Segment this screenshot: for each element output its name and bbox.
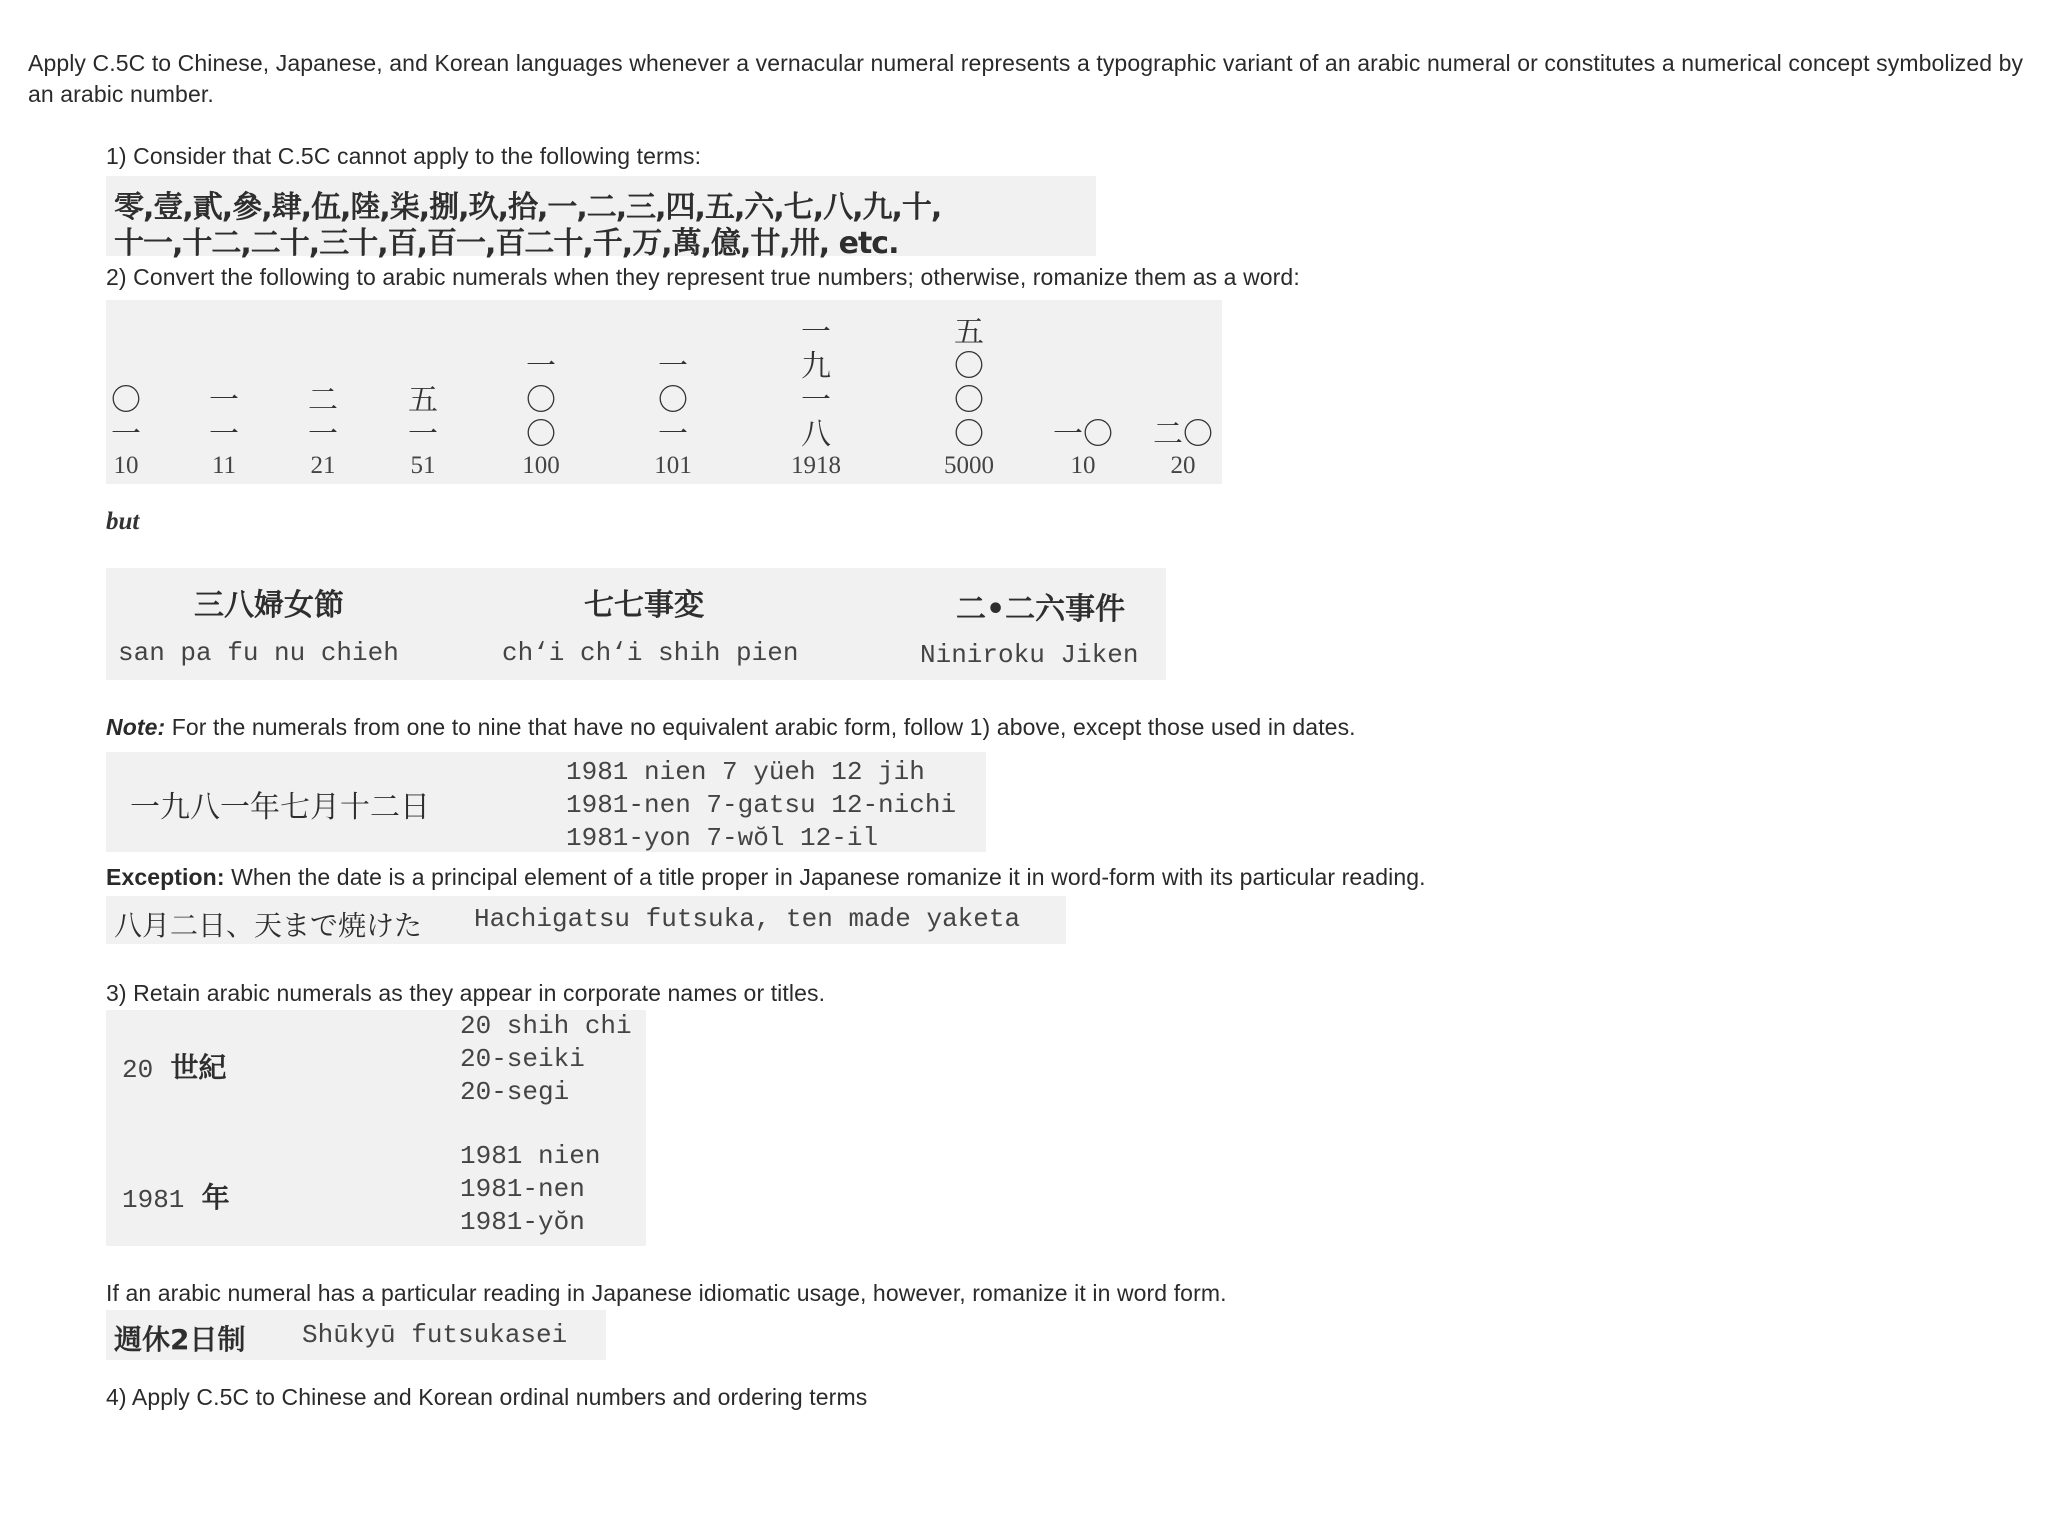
rule-1-heading: 1) Consider that C.5C cannot apply to the following terms: xyxy=(106,143,702,169)
numeral-col-5000 xyxy=(924,316,1014,480)
idiom-paragraph: If an arabic numeral has a particular reading in Japanese idiomatic usage, however, romanize it in word form. xyxy=(106,1280,1227,1306)
note-date-cjk: 一九八一年七月十二日 xyxy=(130,790,430,825)
but-example-1-roman: san pa fu nu chieh xyxy=(118,638,399,668)
romanization-korean: 1981-yŏn xyxy=(460,1207,585,1237)
rule-3-examples-box xyxy=(106,1010,646,1246)
example-2-number: 1981 xyxy=(122,1185,185,1215)
numeral-col-10-horizontal xyxy=(1048,418,1118,480)
romanization-japanese: 20-seiki xyxy=(460,1044,585,1074)
numeral-value: 10 xyxy=(113,452,139,479)
but-example-3-cjk: 二•二六事件 xyxy=(956,592,1126,627)
but-examples-box xyxy=(106,568,1166,680)
numeral-value: 1918 xyxy=(791,452,841,479)
rule-3-example-1 xyxy=(122,1046,226,1086)
numeral-char: 一 xyxy=(658,349,688,384)
idiom-roman: Shūkyū futsukasei xyxy=(302,1320,568,1350)
exception-box xyxy=(106,896,1066,944)
numeral-char: 二 xyxy=(308,383,338,418)
numeral-char: 一 xyxy=(408,417,438,452)
numeral-col-11 xyxy=(204,384,244,480)
example-2-cjk: 年 xyxy=(201,1181,230,1214)
numeral-char: 一 xyxy=(111,417,141,452)
numeral-col-100 xyxy=(511,350,571,480)
numeral-char: 〇 xyxy=(526,417,556,452)
but-example-2-roman: ch‘i ch‘i shih pien xyxy=(502,638,799,668)
numeral-char: 一 xyxy=(209,417,239,452)
numeral-char: 一 xyxy=(209,383,239,418)
numeral-char: 〇 xyxy=(111,383,141,418)
numeral-col-101 xyxy=(643,350,703,480)
idiom-cjk: 週休2日制 xyxy=(114,1323,246,1356)
rule-3-heading: 3) Retain arabic numerals as they appear in corporate names or titles. xyxy=(106,980,826,1006)
numeral-col-10 xyxy=(106,384,146,480)
note-text: For the numerals from one to nine that have no equivalent arabic form, follow 1) above, except those used in dates. xyxy=(165,714,1356,740)
but-example-2-cjk: 七七事変 xyxy=(584,588,704,623)
rule-3-example-2-romanizations xyxy=(460,1140,600,1239)
exception-roman: Hachigatsu futsuka, ten made yaketa xyxy=(474,904,1021,934)
numeral-value: 21 xyxy=(310,452,336,479)
numeral-char: 一 xyxy=(658,417,688,452)
exception-paragraph xyxy=(106,864,1426,891)
numeral-value: 100 xyxy=(522,452,560,479)
example-1-number: 20 xyxy=(122,1055,154,1085)
rule-1-terms-box xyxy=(106,176,1096,261)
rule-4-heading: 4) Apply C.5C to Chinese and Korean ordinal numbers and ordering terms xyxy=(106,1384,868,1410)
numeral-char: 五 xyxy=(954,315,984,350)
numeral-char: 〇 xyxy=(954,417,984,452)
rule-4-heading-cut xyxy=(106,1384,1106,1410)
romanization-chinese: 20 shih chi xyxy=(460,1011,632,1041)
rule-3-example-1-romanizations xyxy=(460,1010,632,1109)
numeral-value: 10 xyxy=(1070,452,1096,479)
intro-paragraph: Apply C.5C to Chinese, Japanese, and Korean languages whenever a vernacular numeral represents a typographic variant of an arabic numeral or constitutes a numerical concept symbolized by an arabic number. xyxy=(28,50,2024,107)
romanization-korean: 20-segi xyxy=(460,1077,570,1107)
numeral-char: 一 xyxy=(526,349,556,384)
numeral-char: 一〇 xyxy=(1053,417,1113,452)
numeral-char: 五 xyxy=(408,383,438,418)
numeral-char: 一 xyxy=(801,315,831,350)
terms-line-1: 零,壹,貳,參,肆,伍,陸,柒,捌,玖,拾,一,二,三,四,五,六,七,八,九,十, xyxy=(114,190,942,225)
romanization-japanese: 1981-nen xyxy=(460,1174,585,1204)
but-example-1-cjk: 三八婦女節 xyxy=(194,588,344,623)
note-date-box xyxy=(106,752,986,852)
idiom-box xyxy=(106,1310,606,1360)
numeral-char: 〇 xyxy=(658,383,688,418)
numeral-char: 〇 xyxy=(954,383,984,418)
numeral-char: 九 xyxy=(801,349,831,384)
example-1-cjk: 世紀 xyxy=(170,1051,227,1084)
numeral-col-51 xyxy=(403,384,443,480)
exception-text: When the date is a principal element of a title proper in Japanese romanize it in word-form with its particular reading. xyxy=(224,864,1426,890)
romanization-japanese: 1981-nen 7-gatsu 12-nichi xyxy=(566,790,957,820)
numeral-char: 一 xyxy=(801,383,831,418)
numeral-char: 一 xyxy=(308,417,338,452)
but-example-3-roman: Niniroku Jiken xyxy=(920,640,1139,670)
rule-2-heading: 2) Convert the following to arabic numerals when they represent true numbers; otherwise, romanize them as a word: xyxy=(106,264,1300,290)
numeral-char: 〇 xyxy=(526,383,556,418)
romanization-korean: 1981-yon 7-wŏl 12-il xyxy=(566,823,879,853)
numeral-value: 5000 xyxy=(944,452,994,479)
terms-line-2: 十一,十二,二十,三十,百,百一,百二十,千,万,萬,億,廿,卅, etc. xyxy=(114,226,899,261)
numeral-col-21 xyxy=(303,384,343,480)
numeral-value: 20 xyxy=(1170,452,1196,479)
numeral-col-1918 xyxy=(776,316,856,480)
numeral-value: 11 xyxy=(211,452,237,479)
numeral-char: 二〇 xyxy=(1153,417,1213,452)
romanization-chinese: 1981 nien xyxy=(460,1141,601,1171)
note-paragraph xyxy=(106,714,1356,741)
numeral-col-20-horizontal xyxy=(1148,418,1218,480)
rule-3-example-2 xyxy=(122,1176,230,1216)
numeral-value: 51 xyxy=(410,452,436,479)
numeral-char: 〇 xyxy=(954,349,984,384)
numeral-char: 八 xyxy=(801,417,831,452)
note-label: Note: xyxy=(106,714,166,740)
exception-cjk: 八月二日、天まで焼けた xyxy=(114,909,423,942)
but-label: but xyxy=(106,508,140,535)
exception-label: Exception: xyxy=(106,864,225,890)
numeral-examples-box xyxy=(106,300,1222,484)
numeral-value: 101 xyxy=(654,452,692,479)
romanization-chinese: 1981 nien 7 yüeh 12 jih xyxy=(566,757,925,787)
note-date-romanizations xyxy=(566,756,956,855)
